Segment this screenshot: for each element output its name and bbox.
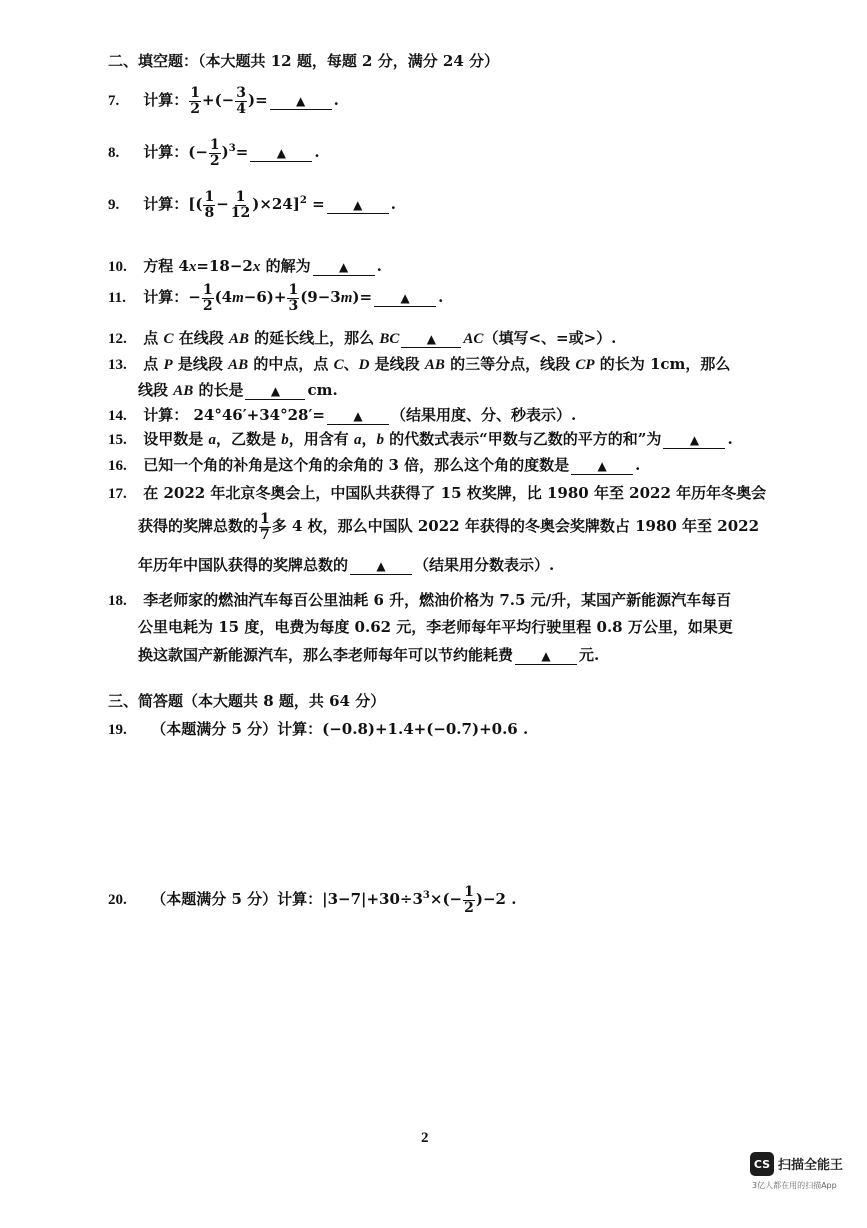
q16-answer-blank[interactable] xyxy=(571,457,633,475)
question-15: 15. 设甲数是 a，乙数是 b，用含有 a，b 的代数式表示“甲数与乙数的平方的和”为 ▲ . xyxy=(108,430,733,448)
q12-answer-blank[interactable] xyxy=(401,330,461,348)
q14-answer-blank[interactable] xyxy=(327,407,389,425)
question-17: 17. 在 2022 年北京冬奥会上，中国队共获得了 15 枚奖牌，比 1980 年至 2022 年历年冬奥会 xyxy=(108,484,767,502)
question-18-line-2: 公里电耗为 15 度，电费为每度 0.62 元，李老师每年平均行驶里程 0.8 万公里，如果更 xyxy=(138,618,733,636)
q20-number: 20. xyxy=(108,892,127,909)
question-10: 10. 方程 4x=18−2x 的解为 ▲ . xyxy=(108,257,382,275)
q11-fraction-1: $\frac{1}{2}$ xyxy=(202,282,213,314)
q13-answer-blank[interactable] xyxy=(245,382,305,400)
q7-answer-blank[interactable] xyxy=(270,92,332,110)
q13-number: 13. xyxy=(108,357,127,373)
question-8: 8. 计算：(− $\frac{1}{2}$ )$^3$= ▲ . xyxy=(108,137,320,169)
q8-number: 8. xyxy=(108,145,120,162)
q17-answer-blank[interactable] xyxy=(350,557,412,575)
watermark-name: 扫描全能王 xyxy=(778,1158,844,1173)
question-17-line-2: 获得的奖牌总数的 $\frac{1}{7}$ 多 4 枚，那么中国队 2022 年获得的冬奥会奖牌数占 1980 年至 2022 xyxy=(138,511,760,543)
q17-number: 17. xyxy=(108,486,127,502)
q9-fraction-1: $\frac{1}{8}$ xyxy=(204,189,215,221)
triangle-icon: ▲ xyxy=(276,146,286,161)
question-7: 7. 计算： $\frac{1}{2}$ +(− $\frac{3}{4}$ )= ▲ . xyxy=(108,85,339,117)
q9-number: 9. xyxy=(108,197,120,214)
q9-left-bracket: [( xyxy=(188,195,203,214)
question-13: 13. 点 P 是线段 AB 的中点，点 C、D 是线段 AB 的三等分点，线段 CP 的长为 1cm，那么 xyxy=(108,355,731,373)
triangle-icon: ▲ xyxy=(541,649,551,663)
q14-number: 14. xyxy=(108,408,127,424)
watermark-tagline: 3亿人都在用的扫描App xyxy=(752,1181,837,1190)
triangle-icon: ▲ xyxy=(689,433,700,447)
q18-answer-blank[interactable] xyxy=(515,647,577,665)
question-14: 14. 计算： 24°46′+34°28′= ▲ （结果用度、分、秒表示）. xyxy=(108,406,577,424)
question-9: 9. 计算：[( $\frac{1}{8}$ − $\frac{1}{12}$ )×24]$^2$ = ▲ . xyxy=(108,189,396,221)
section2-heading: 二、填空题：（本大题共 12 题，每题 2 分，满分 24 分） xyxy=(108,52,500,70)
q10-number: 10. xyxy=(108,259,127,275)
q11-number: 11. xyxy=(108,290,126,307)
q10-answer-blank[interactable] xyxy=(313,258,375,276)
q11-fraction-2: $\frac{1}{3}$ xyxy=(288,282,299,314)
question-19: 19. （本题满分 5 分）计算：(−0.8)+1.4+(−0.7)+0.6 . xyxy=(108,720,529,738)
q9-answer-blank[interactable] xyxy=(327,196,389,214)
q8-fraction: $\frac{1}{2}$ xyxy=(209,137,220,169)
question-16: 16. 已知一个角的补角是这个角的余角的 3 倍，那么这个角的度数是 ▲ . xyxy=(108,456,641,474)
q19-number: 19. xyxy=(108,722,127,738)
question-20: 20. （本题满分 5 分）计算：$|3-7|+30\div 3^3\times(-$ $\frac{1}{2}$ )−2 . xyxy=(108,884,517,916)
triangle-icon: ▲ xyxy=(597,459,607,473)
q18-number: 18. xyxy=(108,593,127,609)
q15-answer-blank[interactable] xyxy=(663,431,725,449)
triangle-icon: ▲ xyxy=(296,94,306,109)
q7-eq: )= xyxy=(247,91,268,110)
q9-fraction-2: $\frac{1}{12}$ xyxy=(230,189,251,221)
q17-fraction: $\frac{1}{7}$ xyxy=(260,511,270,543)
q8-prefix: 计算： xyxy=(143,143,189,162)
triangle-icon: ▲ xyxy=(400,291,410,306)
q7-prefix: 计算： xyxy=(143,91,189,110)
camscanner-logo-icon: CS xyxy=(750,1152,774,1176)
q7-op: +(− xyxy=(202,91,235,110)
question-13-line-2: 线段 AB 的长是 ▲ cm. xyxy=(138,381,338,399)
q12-number: 12. xyxy=(108,331,127,347)
triangle-icon: ▲ xyxy=(353,409,363,423)
triangle-icon: ▲ xyxy=(338,260,349,274)
q11-answer-blank[interactable] xyxy=(374,289,436,307)
question-18: 18. 李老师家的燃油汽车每百公里油耗 6 升，燃油价格为 7.5 元/升，某国产新能源汽车每百 xyxy=(108,591,732,609)
question-11: 11. 计算：− $\frac{1}{2}$ (4m−6)+ $\frac{1}{3}$ (9−3m)= ▲ . xyxy=(108,282,444,314)
q7-number: 7. xyxy=(108,93,120,110)
q20-fraction: $\frac{1}{2}$ xyxy=(464,884,474,916)
triangle-icon: ▲ xyxy=(426,332,437,346)
q9-prefix: 计算： xyxy=(143,195,189,214)
triangle-icon: ▲ xyxy=(270,384,281,398)
q7-fraction-1: $\frac{1}{2}$ xyxy=(190,85,200,117)
q15-number: 15. xyxy=(108,432,127,448)
q16-number: 16. xyxy=(108,458,127,474)
section3-heading: 三、简答题（本大题共 8 题，共 64 分） xyxy=(108,692,386,710)
page-number: 2 xyxy=(421,1130,429,1146)
triangle-icon: ▲ xyxy=(353,198,363,213)
question-18-line-3: 换这款国产新能源汽车，那么李老师每年可以节约能耗费 ▲ 元. xyxy=(138,646,600,664)
q7-fraction-2: $\frac{3}{4}$ xyxy=(236,85,246,117)
question-17-line-3: 年历年中国队获得的奖牌总数的 ▲ （结果用分数表示）. xyxy=(138,556,555,574)
q8-answer-blank[interactable] xyxy=(250,144,312,162)
question-12: 12. 点 C 在线段 AB 的延长线上，那么 BC ▲ AC（填写<、=或>）. xyxy=(108,329,617,347)
triangle-icon: ▲ xyxy=(376,559,386,573)
